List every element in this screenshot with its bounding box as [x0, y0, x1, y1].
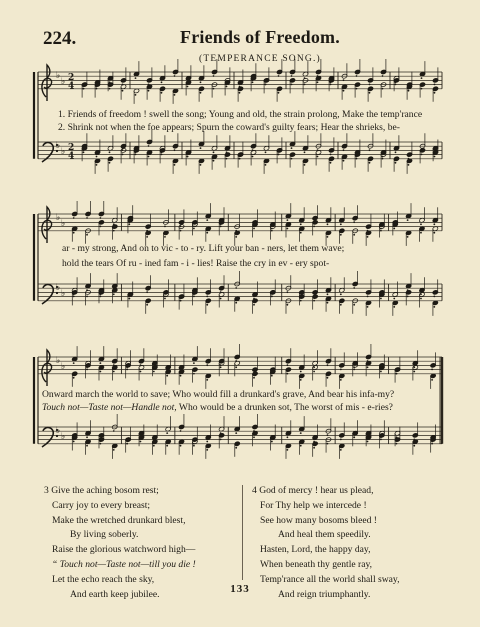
note-dot [393, 226, 395, 228]
note-dot [407, 219, 409, 221]
verse3-line: Carry joy to every breast; [52, 499, 151, 511]
note-dot [421, 77, 423, 79]
note-dot [73, 377, 75, 379]
note-dot [271, 375, 273, 377]
note-dot [83, 88, 85, 90]
flat-sign: ♭ [61, 431, 66, 442]
note-dot [99, 296, 101, 298]
note-dot [86, 217, 88, 219]
note-dot [200, 147, 202, 149]
note-dot [180, 430, 182, 432]
verse4-line: Temp'rance all the world shall sway, [260, 573, 400, 585]
note-dot [340, 379, 342, 381]
system2-lyric-line2: hold the tears Of ru - ined fam - i - lies! Raise the cry in ev - ery spot- [62, 258, 330, 269]
note-dot [353, 369, 355, 371]
verse4-line: Hasten, Lord, the happy day, [260, 544, 371, 556]
note-dot [126, 369, 128, 371]
note-dot [180, 445, 182, 447]
note-dot [369, 149, 371, 151]
note-dot [291, 84, 293, 86]
flat-sign: ♭ [61, 76, 66, 87]
note-dot [86, 436, 88, 438]
note-dot [265, 151, 267, 153]
note-dot [369, 162, 371, 164]
system3-lyric-line1: Onward march the world to save; Who would fill a drunkard's grave, And bear his infa-my? [42, 389, 395, 400]
note-dot [235, 447, 237, 449]
note-dot [300, 223, 302, 225]
note-dot [431, 369, 433, 371]
note-dot [421, 88, 423, 90]
note-dot [252, 81, 254, 83]
note-dot [343, 149, 345, 151]
note-dot [213, 160, 215, 162]
note-dot [206, 304, 208, 306]
note-dot [300, 232, 302, 234]
system1-lyric-line1: 1. Friends of freedom ! swell the song; Young and old, the strain prolong, Make the temp'rance [58, 109, 423, 120]
note-dot [73, 362, 75, 364]
note-dot [73, 296, 75, 298]
verse3-line: By living soberly. [70, 529, 139, 541]
note-dot [271, 296, 273, 298]
note-dot [431, 379, 433, 381]
note-dot [193, 296, 195, 298]
note-dot [353, 304, 355, 306]
note-dot [235, 302, 237, 304]
note-dot [356, 75, 358, 77]
note-dot [396, 373, 398, 375]
page-number: 133 [230, 583, 250, 595]
note-dot [206, 379, 208, 381]
note-dot [286, 219, 288, 221]
note-dot [235, 366, 237, 368]
note-dot [135, 94, 137, 96]
note-dot [213, 151, 215, 153]
note-dot [327, 236, 329, 238]
note-dot [433, 223, 435, 225]
verse4-line: For Thy help we intercede ! [260, 499, 367, 511]
note-dot [380, 371, 382, 373]
note-dot [213, 75, 215, 77]
note-dot [300, 445, 302, 447]
note-dot [278, 75, 280, 77]
note-dot [367, 441, 369, 443]
note-dot [369, 92, 371, 94]
note-dot [380, 298, 382, 300]
note-dot [166, 445, 168, 447]
note-dot [146, 236, 148, 238]
note-dot [206, 296, 208, 298]
flat-sign: ♭ [56, 212, 61, 223]
note-dot [413, 371, 415, 373]
note-dot [420, 298, 422, 300]
note-dot [300, 371, 302, 373]
note-dot [206, 364, 208, 366]
note-dot [220, 366, 222, 368]
note-dot [286, 449, 288, 451]
note-dot [99, 439, 101, 441]
system2-lyric-line1: ar - my strong, And on to vic - to - ry. Lift your ban - ners, let them wave; [62, 243, 345, 254]
time-sig: 2 [68, 142, 75, 153]
note-dot [286, 228, 288, 230]
note-dot [340, 234, 342, 236]
note-dot [343, 160, 345, 162]
hymn-number: 224. [43, 28, 77, 49]
note-dot [99, 362, 101, 364]
note-dot [413, 445, 415, 447]
note-dot [180, 300, 182, 302]
note-dot [148, 90, 150, 92]
note-dot [340, 439, 342, 441]
flat-sign: ♭ [61, 218, 66, 229]
note-dot [380, 230, 382, 232]
note-dot [206, 232, 208, 234]
flat-sign: ♭ [56, 425, 61, 436]
note-dot [148, 156, 150, 158]
note-dot [153, 366, 155, 368]
note-dot [146, 291, 148, 293]
time-sig: 4 [68, 151, 75, 162]
note-dot [408, 90, 410, 92]
note-dot [367, 296, 369, 298]
note-dot [220, 439, 222, 441]
note-dot [166, 432, 168, 434]
note-dot [96, 164, 98, 166]
note-dot [330, 162, 332, 164]
note-dot [271, 441, 273, 443]
note-dot [367, 366, 369, 368]
note-dot [434, 156, 436, 158]
note-dot [109, 81, 111, 83]
note-dot [382, 158, 384, 160]
system1-lyric-line2: 2. Shrink not when the foe appears; Spurn the coward's guilty fears; Hear the shrieks, be- [58, 122, 400, 133]
note-dot [265, 84, 267, 86]
flat-sign: ♭ [61, 361, 66, 372]
note-dot [327, 302, 329, 304]
note-dot [340, 449, 342, 451]
note-dot [113, 230, 115, 232]
note-dot [86, 445, 88, 447]
note-dot [291, 147, 293, 149]
note-dot [313, 371, 315, 373]
note-dot [96, 88, 98, 90]
note-dot [420, 232, 422, 234]
note-dot [146, 304, 148, 306]
note-dot [330, 154, 332, 156]
note-dot [193, 226, 195, 228]
note-dot [300, 432, 302, 434]
note-dot [356, 158, 358, 160]
note-dot [126, 443, 128, 445]
note-dot [164, 298, 166, 300]
note-dot [235, 287, 237, 289]
note-dot [286, 304, 288, 306]
verse4-line: And heal them speedily. [278, 529, 371, 541]
verse3-line: Make the wretched drunkard blest, [52, 514, 186, 526]
note-dot [235, 432, 237, 434]
verse3-line: And earth keep jubilee. [70, 588, 160, 600]
note-dot [353, 221, 355, 223]
note-dot [431, 443, 433, 445]
note-dot [433, 306, 435, 308]
note-dot [380, 369, 382, 371]
flat-sign: ♭ [56, 140, 61, 151]
system3-lyric-italic: Touch not—Taste not—Handle not, [42, 402, 177, 413]
note-dot [193, 373, 195, 375]
note-dot [83, 151, 85, 153]
note-dot [353, 234, 355, 236]
note-dot [367, 306, 369, 308]
note-dot [109, 151, 111, 153]
note-dot [99, 226, 101, 228]
note-dot [271, 230, 273, 232]
note-dot [239, 158, 241, 160]
note-dot [300, 296, 302, 298]
note-dot [140, 436, 142, 438]
flat-sign: ♭ [61, 146, 66, 157]
note-dot [291, 158, 293, 160]
note-dot [164, 236, 166, 238]
note-dot [164, 226, 166, 228]
note-dot [433, 296, 435, 298]
note-dot [327, 377, 329, 379]
note-dot [313, 300, 315, 302]
note-dot [253, 228, 255, 230]
note-dot [174, 75, 176, 77]
note-dot [286, 364, 288, 366]
note-dot [252, 156, 254, 158]
verse3-line: “ Touch not—Taste not—till you die ! [52, 558, 196, 570]
note-dot [286, 436, 288, 438]
note-dot [330, 81, 332, 83]
note-dot [396, 436, 398, 438]
note-dot [73, 232, 75, 234]
note-dot [200, 81, 202, 83]
note-dot [367, 436, 369, 438]
note-dot [421, 154, 423, 156]
note-dot [317, 156, 319, 158]
note-dot [187, 86, 189, 88]
note-dot [206, 441, 208, 443]
treble-clef [42, 350, 52, 386]
note-dot [113, 449, 115, 451]
note-dot [327, 364, 329, 366]
note-dot [278, 154, 280, 156]
note-dot [393, 228, 395, 230]
note-dot [161, 81, 163, 83]
note-dot [327, 434, 329, 436]
note-dot [434, 84, 436, 86]
note-dot [327, 443, 329, 445]
note-dot [382, 75, 384, 77]
note-dot [393, 306, 395, 308]
note-dot [380, 439, 382, 441]
verse3-line: 3 Give the aching bosom rest; [44, 485, 159, 496]
note-dot [220, 298, 222, 300]
note-dot [99, 443, 101, 445]
note-dot [206, 219, 208, 221]
note-dot [235, 236, 237, 238]
note-dot [340, 293, 342, 295]
treble-clef [42, 207, 52, 243]
note-dot [343, 90, 345, 92]
note-dot [86, 234, 88, 236]
note-dot [313, 447, 315, 449]
note-dot [193, 445, 195, 447]
flat-sign: ♭ [56, 355, 61, 366]
note-dot [148, 145, 150, 147]
note-dot [340, 304, 342, 306]
note-dot [174, 164, 176, 166]
note-dot [265, 164, 267, 166]
note-dot [353, 287, 355, 289]
note-dot [200, 92, 202, 94]
note-dot [187, 156, 189, 158]
note-dot [200, 164, 202, 166]
note-dot [369, 84, 371, 86]
note-dot [226, 158, 228, 160]
note-dot [395, 162, 397, 164]
note-dot [239, 92, 241, 94]
flat-sign: ♭ [56, 70, 61, 81]
note-dot [193, 362, 195, 364]
note-dot [226, 86, 228, 88]
note-dot [128, 223, 130, 225]
note-dot [434, 151, 436, 153]
note-dot [73, 217, 75, 219]
note-dot [140, 441, 142, 443]
flat-sign: ♭ [56, 282, 61, 293]
note-dot [407, 236, 409, 238]
flat-sign: ♭ [61, 288, 66, 299]
note-dot [408, 164, 410, 166]
note-dot [174, 94, 176, 96]
note-dot [343, 79, 345, 81]
note-dot [253, 304, 255, 306]
verse4-line: See how many bosoms bleed ! [260, 514, 377, 526]
note-dot [153, 445, 155, 447]
note-dot [420, 223, 422, 225]
verse4-line: When beneath thy gentle ray, [260, 558, 373, 570]
note-dot [73, 441, 75, 443]
note-dot [327, 223, 329, 225]
note-dot [99, 371, 101, 373]
note-dot [220, 226, 222, 228]
note-dot [113, 371, 115, 373]
note-dot [278, 92, 280, 94]
note-dot [304, 164, 306, 166]
note-dot [327, 293, 329, 295]
note-dot [304, 84, 306, 86]
note-dot [253, 377, 255, 379]
hymn-subtitle: (TEMPERANCE SONG.) [199, 54, 321, 64]
note-dot [382, 88, 384, 90]
note-dot [395, 81, 397, 83]
note-dot [286, 373, 288, 375]
note-dot [122, 90, 124, 92]
note-dot [113, 293, 115, 295]
hymn-title: Friends of Freedom. [180, 27, 340, 47]
time-sig: 4 [68, 81, 75, 92]
note-dot [135, 154, 137, 156]
note-dot [180, 375, 182, 377]
note-dot [206, 449, 208, 451]
note-dot [174, 149, 176, 151]
treble-clef [42, 65, 52, 101]
note-dot [128, 298, 130, 300]
note-dot [113, 430, 115, 432]
note-dot [161, 92, 163, 94]
note-dot [434, 92, 436, 94]
note-dot [300, 379, 302, 381]
note-dot [317, 81, 319, 83]
note-dot [161, 154, 163, 156]
note-dot [253, 436, 255, 438]
note-dot [140, 371, 142, 373]
note-dot [213, 88, 215, 90]
note-dot [396, 443, 398, 445]
note-dot [340, 369, 342, 371]
note-dot [300, 300, 302, 302]
time-sig: 2 [68, 72, 75, 83]
note-dot [407, 296, 409, 298]
note-dot [99, 293, 101, 295]
note-dot [86, 296, 88, 298]
note-dot [356, 88, 358, 90]
verse-divider [242, 485, 243, 580]
note-dot [313, 226, 315, 228]
note-dot [109, 162, 111, 164]
note-dot [353, 436, 355, 438]
note-dot [367, 236, 369, 238]
note-dot [395, 84, 397, 86]
verse3-line: Let the echo reach the sky, [52, 573, 155, 585]
verse3-line: Raise the glorious watchword high— [52, 544, 196, 556]
note-dot [304, 151, 306, 153]
note-dot [166, 375, 168, 377]
note-dot [135, 77, 137, 79]
verse4-line: And reign triumphantly. [278, 588, 371, 600]
note-dot [393, 298, 395, 300]
note-dot [122, 154, 124, 156]
note-dot [96, 156, 98, 158]
note-dot [291, 75, 293, 77]
system3-lyric-line2 [42, 402, 393, 413]
note-dot [330, 84, 332, 86]
note-dot [109, 88, 111, 90]
note-dot [99, 217, 101, 219]
note-dot [180, 230, 182, 232]
note-dot [353, 366, 355, 368]
note-dot [380, 228, 382, 230]
note-dot [86, 369, 88, 371]
note-dot [395, 151, 397, 153]
note-dot [193, 228, 195, 230]
note-dot [433, 232, 435, 234]
note-dot [286, 291, 288, 293]
note-dot [340, 223, 342, 225]
system3-lyric-rest: Who would be a drunken sot, The worst of mis - e-ries? [176, 402, 393, 413]
verse4-line: 4 God of mercy ! hear us plead, [252, 485, 374, 496]
note-dot [153, 371, 155, 373]
